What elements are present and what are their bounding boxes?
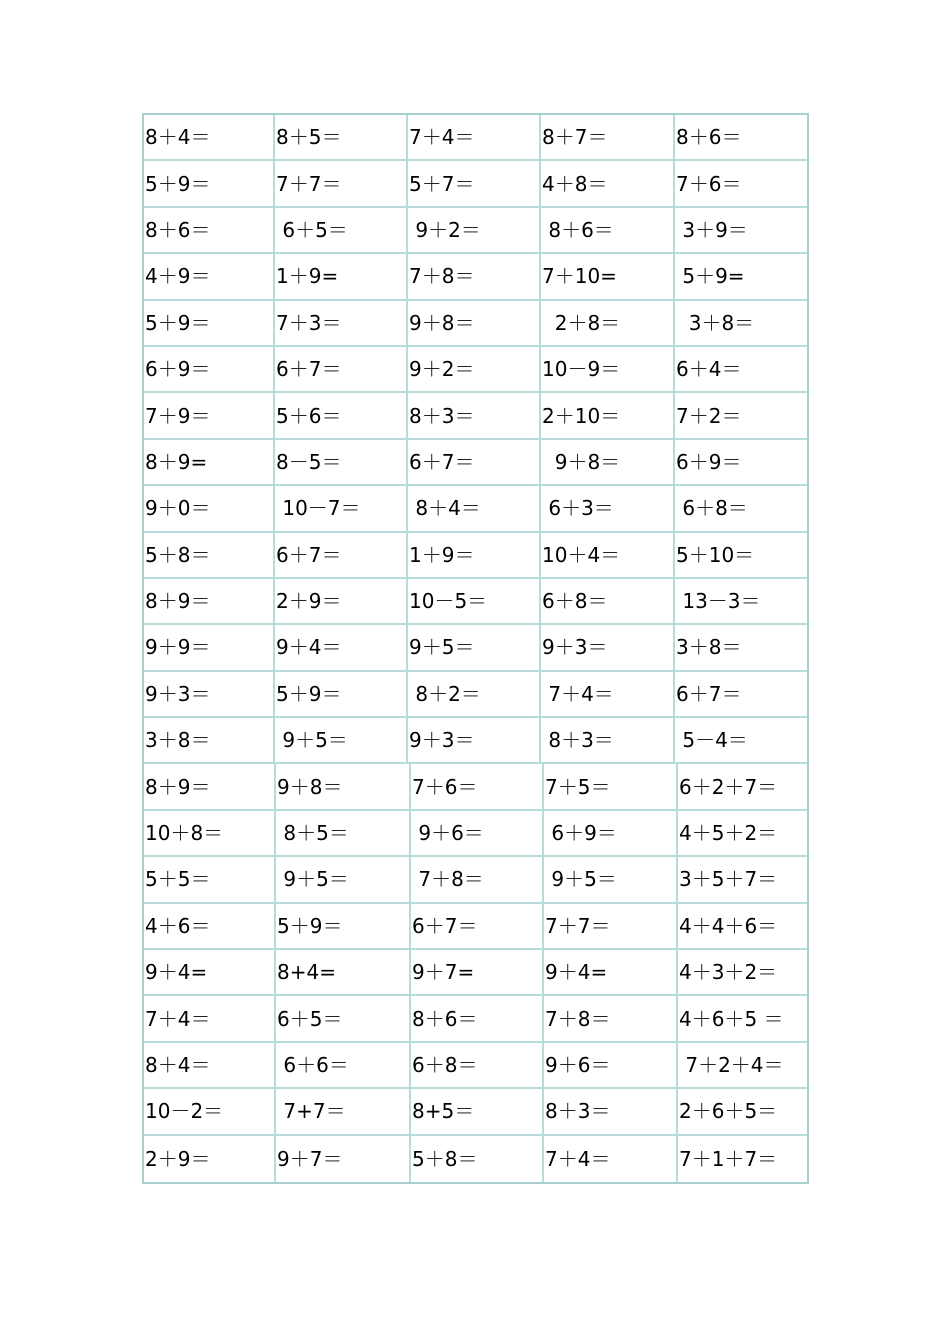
problem-cell: 7＋3＝ [275,301,408,347]
problem-cell: 9＋8＝ [541,440,675,486]
problem-cell: 6＋3＝ [541,486,675,532]
arithmetic-worksheet [142,113,809,1184]
problem-cell: 6＋7＝ [275,347,408,393]
problem-cell: 4＋8＝ [541,161,675,207]
problem-cell: 6＋7＝ [411,904,544,950]
problem-cell: 9＋5＝ [275,718,408,764]
problem-cell: 8＋9＝ [144,579,275,625]
problem-cell: 4＋5＋2＝ [678,811,807,857]
problem-cell: 5＋10＝ [675,533,807,579]
problem-cell: 7＋4＝ [144,996,276,1042]
problem-cell: 8＋9＝ [144,764,276,810]
problem-cell: 9＋2＝ [408,208,541,254]
problem-cell: 7＋8＝ [411,857,544,903]
problem-cell: 7＋7＝ [544,904,678,950]
table-row [144,1136,807,1182]
problem-cell: 8＋9= [144,440,275,486]
problem-cell: 9＋4= [144,950,276,996]
problem-cell: 1＋9= [275,254,408,300]
table-row [144,254,807,300]
table-row [144,115,807,161]
problem-cell: 9＋3＝ [408,718,541,764]
problem-cell: 8＋7＝ [541,115,675,161]
problem-cell: 6＋9＝ [544,811,678,857]
problem-cell: 7＋2＋4＝ [678,1043,807,1089]
problem-cell: 5＋6＝ [275,393,408,439]
problem-cell: 7＋6＝ [411,764,544,810]
problem-cell: 9＋7= [411,950,544,996]
problem-cell: 4＋6＋5 ＝ [678,996,807,1042]
problem-cell: 6＋2＋7＝ [678,764,807,810]
problem-cell: 8＋3＝ [408,393,541,439]
problem-cell: 7＋8＝ [408,254,541,300]
problem-cell: 6＋8＝ [675,486,807,532]
problem-cell: 8＋3＝ [541,718,675,764]
problem-cell: 8＋5＝ [276,811,411,857]
problem-cell: 1＋9＝ [408,533,541,579]
problem-cell: 8＋4＝ [144,1043,276,1089]
table-row [144,625,807,671]
problem-cell: 7＋4＝ [408,115,541,161]
problem-cell: 5－4＝ [675,718,807,764]
problem-cell: 5＋9＝ [275,672,408,718]
worksheet-table-top [144,115,807,764]
problem-cell: 5＋9= [675,254,807,300]
table-row [144,1043,807,1089]
problem-cell: 6＋7＝ [408,440,541,486]
problem-cell: 6＋7＝ [675,672,807,718]
problem-cell: 10＋4＝ [541,533,675,579]
problem-cell: 7+7＝ [276,1089,411,1135]
problem-cell: 10－9＝ [541,347,675,393]
table-row [144,486,807,532]
table-row [144,1089,807,1135]
problem-cell: 8＋5＝ [275,115,408,161]
problem-cell: 7＋9＝ [144,393,275,439]
table-row [144,208,807,254]
table-row [144,579,807,625]
problem-cell: 3＋5＋7＝ [678,857,807,903]
problem-cell: 10＋8＝ [144,811,276,857]
problem-cell: 2＋6＋5＝ [678,1089,807,1135]
problem-cell: 7＋1＋7＝ [679,1146,778,1171]
problem-cell: 5＋9＝ [144,301,275,347]
table-row [144,857,807,903]
problem-cell: 8＋6＝ [411,996,544,1042]
problem-cell: 5＋8＝ [144,533,275,579]
problem-cell: 4＋6＝ [144,904,276,950]
problem-cell: 9＋5＝ [544,857,678,903]
problem-cell: 9＋8＝ [276,764,411,810]
problem-cell: 6＋8＝ [541,579,675,625]
problem-cell: 4＋9＝ [144,254,275,300]
problem-cell: 2＋9＝ [144,1136,276,1182]
problem-cell: 9＋0＝ [144,486,275,532]
problem-cell: 5＋9＝ [276,904,411,950]
problem-cell: 8＋2＝ [408,672,541,718]
problem-cell: 8＋6＝ [675,115,807,161]
table-row [144,533,807,579]
problem-cell: 4＋3＋2＝ [678,950,807,996]
table-row [144,996,807,1042]
problem-cell: 2＋9＝ [275,579,408,625]
problem-cell: 3＋8＝ [675,625,807,671]
problem-cell: 9＋7＝ [276,1136,411,1182]
problem-cell: 3＋9＝ [675,208,807,254]
problem-cell: 8＋4＝ [408,486,541,532]
table-row [144,764,807,810]
problem-cell: 9＋3＝ [541,625,675,671]
problem-cell: 5＋8＝ [411,1136,544,1182]
problem-cell: 7＋4＝ [541,672,675,718]
problem-cell: 13－3＝ [675,579,807,625]
problem-cell: 9＋2＝ [408,347,541,393]
problem-cell: 7＋4＝ [544,1136,678,1182]
problem-cell: 6＋4＝ [675,347,807,393]
problem-cell: 7＋6＝ [675,161,807,207]
problem-cell: 6＋6＝ [276,1043,411,1089]
table-row [144,904,807,950]
problem-cell: 7＋7＝ [275,161,408,207]
problem-cell: 5＋5＝ [144,857,276,903]
problem-cell: 8＋6＝ [541,208,675,254]
table-row [144,950,807,996]
problem-cell: 9＋9＝ [144,625,275,671]
problem-cell: 10－5＝ [408,579,541,625]
problem-cell: 5＋9＝ [144,161,275,207]
problem-cell: 8＋4＝ [144,115,275,161]
table-row [144,718,807,764]
problem-cell: 3＋8＝ [675,301,807,347]
problem-cell: 6＋5＝ [276,996,411,1042]
problem-cell: 8－5＝ [275,440,408,486]
problem-cell: 9＋3＝ [144,672,275,718]
problem-cell: 6＋8＝ [411,1043,544,1089]
problem-cell: 8+5＝ [411,1089,544,1135]
problem-cell: 9＋6＝ [411,811,544,857]
problem-cell: 2＋10＝ [541,393,675,439]
table-row [144,161,807,207]
problem-cell: 5＋7＝ [408,161,541,207]
table-row [144,811,807,857]
problem-cell: 8+4= [276,950,411,996]
problem-cell: 3＋8＝ [144,718,275,764]
table-row [144,301,807,347]
table-row [144,393,807,439]
problem-cell: 7＋2＝ [675,393,807,439]
problem-cell: 10－7＝ [275,486,408,532]
table-row [144,672,807,718]
problem-cell: 8＋3＝ [544,1089,678,1135]
problem-cell: 10－2＝ [144,1089,276,1135]
problem-cell: 7＋8＝ [544,996,678,1042]
problem-cell: 9＋4＝ [275,625,408,671]
problem-cell: 2＋8＝ [541,301,675,347]
problem-cell: 9＋5＝ [276,857,411,903]
problem-cell: 9＋4= [544,950,678,996]
problem-cell: 9＋8＝ [408,301,541,347]
problem-cell: 7＋5＝ [544,764,678,810]
problem-cell: 9＋6＝ [544,1043,678,1089]
problem-cell: 6＋7＝ [275,533,408,579]
problem-cell: 9＋5＝ [408,625,541,671]
problem-cell: 6＋5＝ [275,208,408,254]
worksheet-table-bottom [144,764,807,1182]
problem-cell: 6＋9＝ [675,440,807,486]
problem-cell: 6＋9＝ [144,347,275,393]
problem-cell: 7＋10= [541,254,675,300]
table-row [144,347,807,393]
table-row [144,440,807,486]
problem-cell: 4＋4＋6＝ [678,904,807,950]
problem-cell: 8＋6＝ [144,208,275,254]
